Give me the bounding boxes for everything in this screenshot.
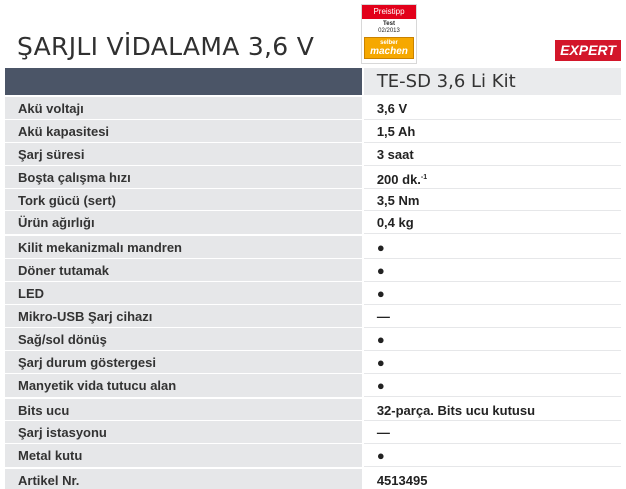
logo-small-text: selber — [380, 39, 398, 46]
badge-header: Preistipp — [362, 5, 416, 19]
spec-value-text: ● — [376, 263, 385, 279]
spec-value — [364, 282, 621, 305]
spec-value-text: ● — [376, 331, 385, 347]
spec-label: Boşta çalışma hızı — [5, 166, 362, 189]
spec-group — [5, 399, 621, 468]
table-row — [5, 282, 621, 305]
table-row — [5, 120, 621, 143]
table-row — [5, 305, 621, 328]
spec-label: Artikel Nr. — [5, 469, 362, 489]
spec-value-text: 0,4 kg — [376, 215, 414, 231]
product-name: TE-SD 3,6 Li Kit — [364, 68, 621, 95]
table-row — [5, 444, 621, 467]
spec-label: LED — [5, 282, 362, 305]
spec-value — [364, 259, 621, 282]
spec-value — [364, 97, 621, 120]
table-row — [5, 236, 621, 259]
spec-value-text: ● — [376, 448, 385, 464]
header-left-cell — [5, 68, 362, 95]
spec-value-text: 3,6 V — [376, 101, 408, 116]
spec-label: Akü kapasitesi — [5, 120, 362, 143]
table-row — [5, 189, 621, 212]
spec-value-text: 1,5 Ah — [376, 123, 416, 139]
selber-machen-logo — [364, 37, 414, 59]
spec-value — [364, 189, 621, 212]
table-row — [5, 259, 621, 282]
table-row — [5, 211, 621, 234]
badge-test-label: Test — [383, 21, 395, 27]
table-row — [5, 143, 621, 166]
spec-value — [364, 120, 621, 143]
spec-value — [364, 143, 621, 166]
spec-label: Mikro-USB Şarj cihazı — [5, 305, 362, 328]
spec-label: Şarj istasyonu — [5, 421, 362, 444]
spec-value — [364, 469, 621, 489]
table-row — [5, 469, 621, 489]
spec-value — [364, 305, 621, 328]
spec-value-text: ● — [376, 240, 385, 256]
logo-big-text: machen — [370, 45, 408, 57]
spec-groups — [5, 97, 621, 489]
spec-value — [364, 444, 621, 467]
spec-label: Akü voltajı — [5, 97, 362, 120]
spec-value-superscript: -1 — [420, 173, 428, 181]
spec-value — [364, 399, 621, 422]
spec-value — [364, 421, 621, 444]
spec-value — [364, 351, 621, 374]
page-title: ŞARJLI VİDALAMA 3,6 V — [17, 32, 315, 61]
spec-label: Şarj süresi — [5, 143, 362, 166]
spec-value — [364, 166, 621, 189]
spec-value — [364, 374, 621, 397]
spec-value-text: 4513495 — [376, 473, 428, 489]
spec-value — [364, 211, 621, 234]
spec-label: Bits ucu — [5, 399, 362, 422]
expert-brand-label: EXPERT — [555, 40, 621, 61]
spec-value-text: 32-parça. Bits ucu kutusu — [376, 402, 536, 418]
spec-value-text: — — [376, 309, 390, 325]
spec-value-text: 3,5 Nm — [376, 192, 420, 208]
table-row — [5, 351, 621, 374]
spec-table — [5, 68, 621, 489]
preistipp-badge — [361, 4, 417, 64]
spec-value-text: ● — [376, 354, 385, 370]
table-row — [5, 97, 621, 120]
spec-label: Sağ/sol dönüş — [5, 328, 362, 351]
spec-label: Ürün ağırlığı — [5, 211, 362, 234]
badge-date: 02/2013 — [378, 28, 400, 34]
spec-label: Kilit mekanizmalı mandren — [5, 236, 362, 259]
table-row — [5, 374, 621, 397]
spec-value — [364, 236, 621, 259]
spec-value-text: ● — [376, 377, 385, 393]
spec-value-text: — — [376, 425, 390, 441]
table-row — [5, 166, 621, 189]
spec-value — [364, 328, 621, 351]
spec-label: Tork gücü (sert) — [5, 189, 362, 212]
table-row — [5, 421, 621, 444]
spec-label: Şarj durum göstergesi — [5, 351, 362, 374]
spec-group — [5, 97, 621, 234]
spec-value-text: 3 saat — [376, 146, 414, 162]
spec-group — [5, 236, 621, 396]
table-row — [5, 328, 621, 351]
table-header — [5, 68, 621, 95]
spec-label: Metal kutu — [5, 444, 362, 467]
spec-label: Manyetik vida tutucu alan — [5, 374, 362, 397]
spec-label: Döner tutamak — [5, 259, 362, 282]
spec-value-text: ● — [376, 286, 385, 302]
table-row — [5, 399, 621, 422]
spec-value-text: 200 dk. — [376, 171, 421, 187]
spec-group — [5, 469, 621, 489]
